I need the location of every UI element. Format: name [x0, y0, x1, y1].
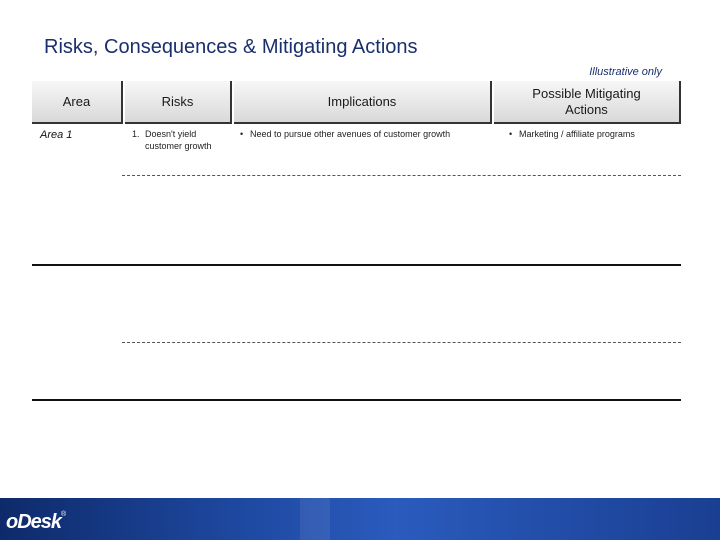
- odesk-logo: [6, 511, 65, 534]
- risk-text: [145, 128, 235, 152]
- implication-text: Need to pursue other avenues of customer growth: [250, 129, 451, 139]
- header-mitigating-line2: Actions: [565, 101, 608, 117]
- area-divider: [32, 264, 681, 266]
- footer-bar: [0, 498, 720, 540]
- risk-text-line2: customer growth: [145, 141, 212, 151]
- risk-text-line1: Doesn't yield: [145, 129, 197, 139]
- risk-number: 1.: [132, 129, 140, 139]
- row-area-label: Area 1: [40, 129, 73, 141]
- header-mitigating-line1: Possible Mitigating: [532, 85, 641, 101]
- slide-title: Risks, Consequences & Mitigating Actions: [44, 36, 418, 58]
- mitigation-text: Marketing / affiliate programs: [519, 129, 635, 139]
- row-divider-dashed: [122, 342, 681, 343]
- implication-bullet: •: [240, 129, 244, 139]
- footer-accent: [300, 498, 330, 540]
- logo-registered-mark: ®: [61, 511, 66, 518]
- header-mitigating-actions: [494, 81, 681, 124]
- row-divider-dashed: [122, 175, 681, 176]
- logo-text: oDesk: [6, 511, 62, 533]
- header-area-label: Area: [62, 93, 91, 109]
- header-area: [32, 81, 123, 124]
- illustrative-note: Illustrative only: [589, 66, 662, 78]
- header-risks: [125, 81, 232, 124]
- header-implications: [234, 81, 492, 124]
- header-implications-label: Implications: [327, 93, 397, 109]
- mitigation-bullet: •: [509, 129, 513, 139]
- area-divider: [32, 399, 681, 401]
- header-risks-label: Risks: [161, 93, 194, 109]
